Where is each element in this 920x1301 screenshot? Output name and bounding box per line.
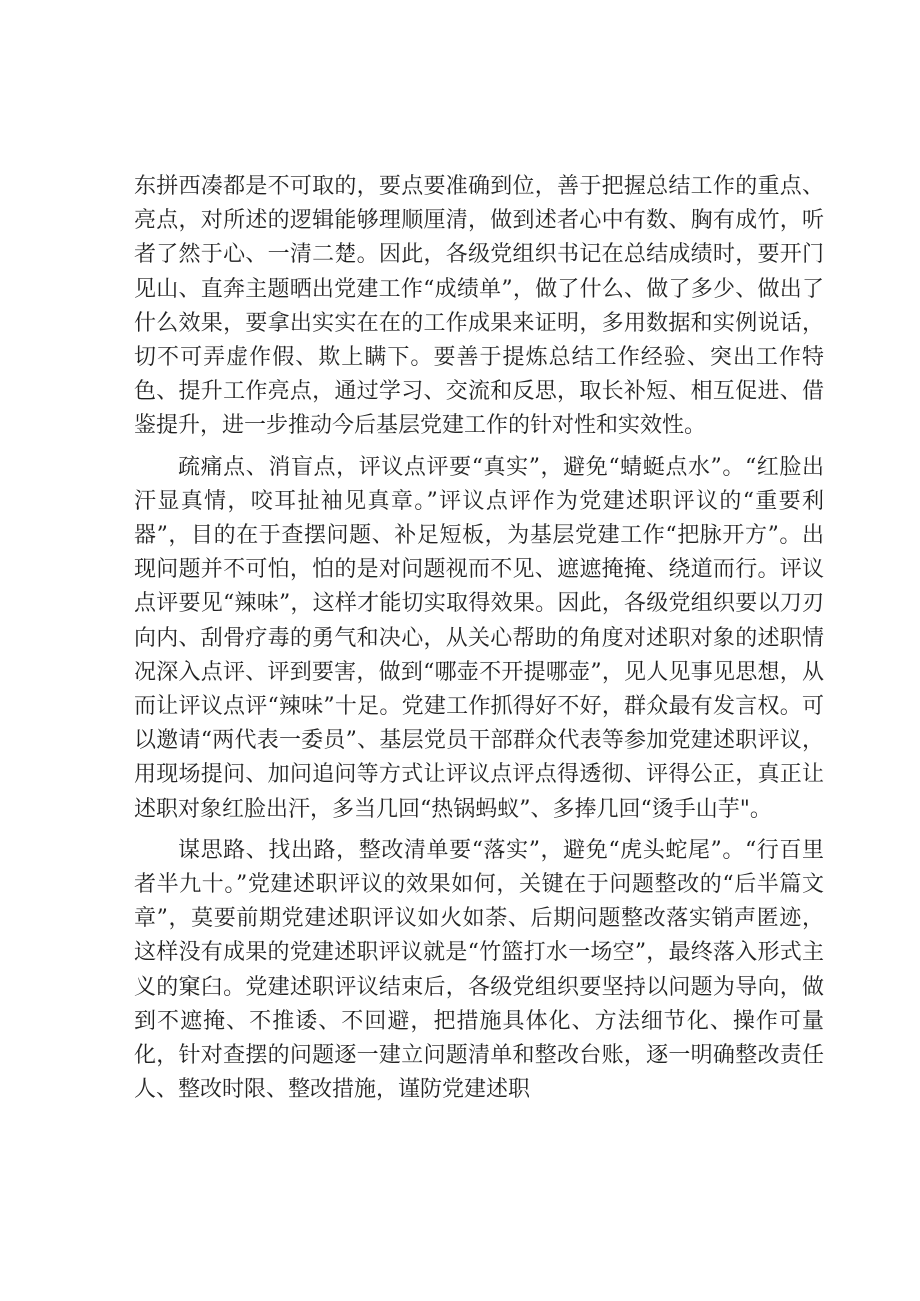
paragraph-rectification-list: 谋思路、找出路，整改清单要“落实”，避免“虎头蛇尾”。“行百里者半九十。”党建述职评议的效果如何，关键在于问题整改的“后半篇文章”，莫要前期党建述职评议如火如荼、后期问题整改落实销声匿迹，这样没有成果的党建述职评议就是“竹篮打水一场空”，最终落入形式主义的窠臼。党建述职评议结束后，各级党组织要坚持以问题为导向，做到不遮掩、不推诿、不回避，把措施具体化、方法细节化、操作可量化，针对查摆的问题逐一建立问题清单和整改台账，逐一明确整改责任人、整改时限、整改措施，谨防党建述职 — [134, 837, 824, 1103]
paragraph-continuation: 东拼西凑都是不可取的，要点要准确到位，善于把握总结工作的重点、亮点，对所述的逻辑能够理顺厘清，做到述者心中有数、胸有成竹，听者了然于心、一清二楚。因此，各级党组织书记在总结成绩时，要开门见山、直奔主题晒出党建工作“成绩单”，做了什么、做了多少、做出了什么效果，要拿出实实在在的工作成果来证明，多用数据和实例说话，切不可弄虚作假、欺上瞒下。要善于提炼总结工作经验、突出工作特色、提升工作亮点，通过学习、交流和反思，取长补短、相互促进、借鉴提升，进一步推动今后基层党建工作的针对性和实效性。 — [134, 174, 824, 439]
document-body — [134, 170, 824, 1114]
paragraph-review-comments: 疏痛点、消盲点，评议点评要“真实”，避免“蜻蜓点水”。“红脸出汗显真情，咬耳扯袖见真章。”评议点评作为党建述职评议的“重要利器”，目的在于查摆问题、补足短板，为基层党建工作“把脉开方”。出现问题并不可怕，怕的是对问题视而不见、遮遮掩掩、绕道而行。评议点评要见“辣味”，这样才能切实取得效果。因此，各级党组织要以刀刃向内、刮骨疗毒的勇气和决心，从关心帮助的角度对述职对象的述职情况深入点评、评到要害，做到“哪壶不开提哪壶”，见人见事见思想，从而让评议点评“辣味”十足。党建工作抓得好不好，群众最有发言权。可以邀请“两代表一委员”、基层党员干部群众代表等参加党建述职评议，用现场提问、加问追问等方式让评议点评点得透彻、评得公正，真正让述职对象红脸出汗，多当几回“热锅蚂蚁”、多捧几回“烫手山芋"。 — [134, 454, 824, 822]
